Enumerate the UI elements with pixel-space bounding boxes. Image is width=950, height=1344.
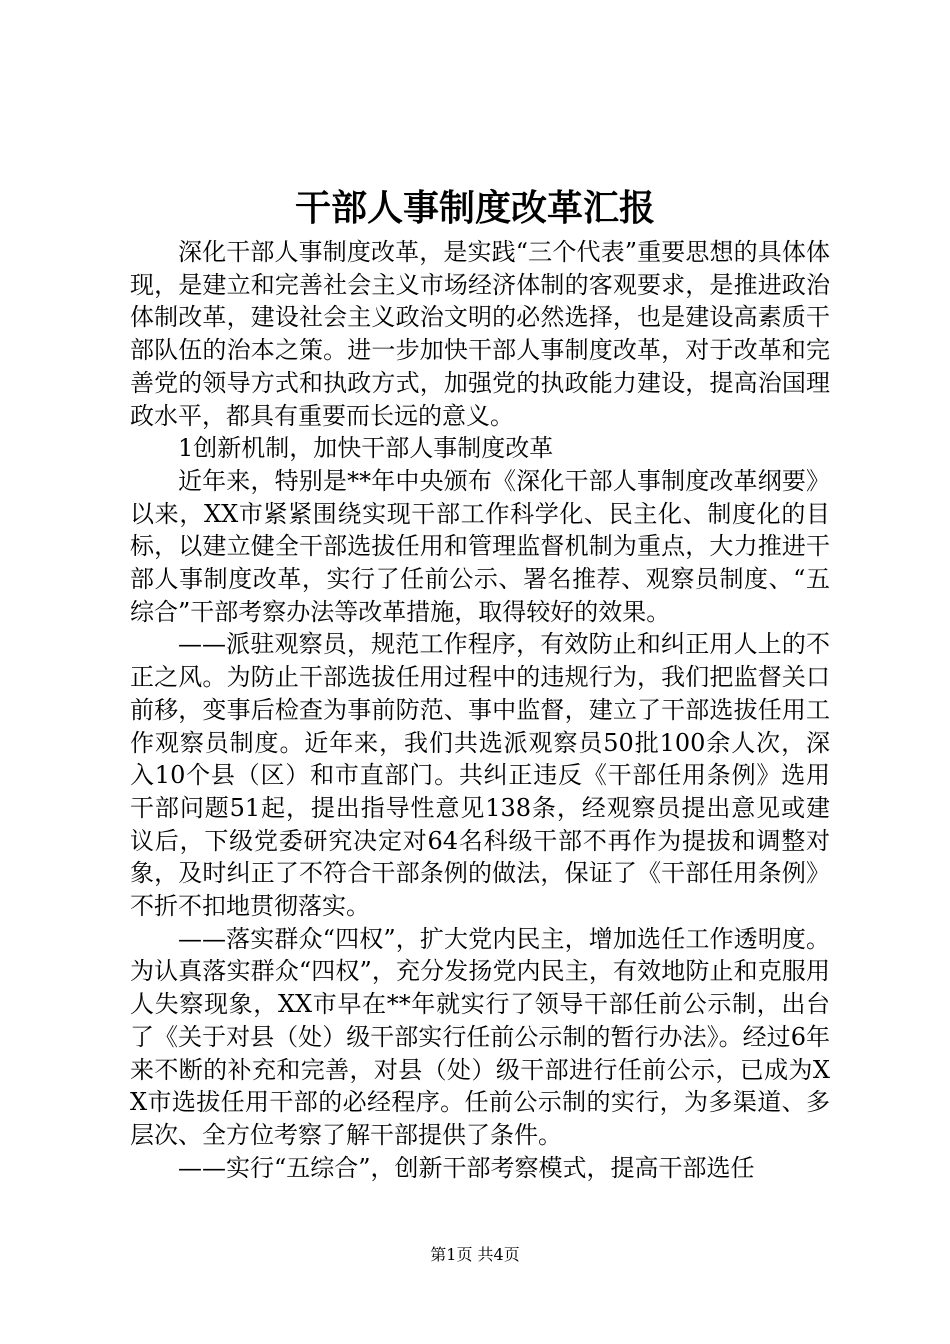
- paragraph-intro: 深化干部人事制度改革，是实践“三个代表”重要思想的具体体现，是建立和完善社会主义市场经济体制的客观要求，是推进政治体制改革，建设社会主义政治文明的必然选择，也是建设高素质干部队伍的治本之策。进一步加快干部人事制度改革，对于改革和完善党的领导方式和执政方式，加强党的执政能力建设，提高治国理政水平，都具有重要而长远的意义。: [130, 238, 830, 430]
- paragraph-background: 近年来，特别是**年中央颁布《深化干部人事制度改革纲要》以来，XX市紧紧围绕实现干部工作科学化、民主化、制度化的目标，以建立健全干部选拔任用和管理监督机制为重点，大力推进干部人事制度改革，实行了任前公示、署名推荐、观察员制度、“五综合”干部考察办法等改革措施，取得较好的效果。: [130, 466, 830, 626]
- page-number: 第1页 共4页: [430, 1245, 520, 1264]
- section-heading: 1创新机制，加快干部人事制度改革: [178, 434, 554, 463]
- paragraph-five-comprehensive: ——实行“五综合”，创新干部考察模式，提高干部选任: [178, 1153, 755, 1182]
- paragraph-four-rights: ——落实群众“四权”，扩大党内民主，增加选任工作透明度。为认真落实群众“四权”，充分发扬党内民主，有效地防止和克服用人失察现象，XX市早在**年就实行了领导干部任前公示制，出台了《关于对县（处）级干部实行任前公示制的暂行办法》。经过6年来不断的补充和完善，对县（处）级干部进行任前公示，已成为XX市选拔任用干部的必经程序。任前公示制的实行，为多渠道、多层次、全方位考察了解干部提供了条件。: [130, 924, 830, 1149]
- document-body: [130, 236, 830, 1184]
- paragraph-observers: ——派驻观察员，规范工作程序，有效防止和纠正用人上的不正之风。为防止干部选拔任用过程中的违规行为，我们把监督关口前移，变事后检查为事前防范、事中监督，建立了干部选拔任用工作观察员制度。近年来，我们共选派观察员50批100余人次，深入10个县（区）和市直部门。共纠正违反《干部任用条例》选用干部问题51起，提出指导性意见138条，经观察员提出意见或建议后，下级党委研究决定对64名科级干部不再作为提拔和调整对象，及时纠正了不符合干部条例的做法，保证了《干部任用条例》不折不扣地贯彻落实。: [130, 630, 830, 921]
- document-title: 干部人事制度改革汇报: [294, 187, 655, 229]
